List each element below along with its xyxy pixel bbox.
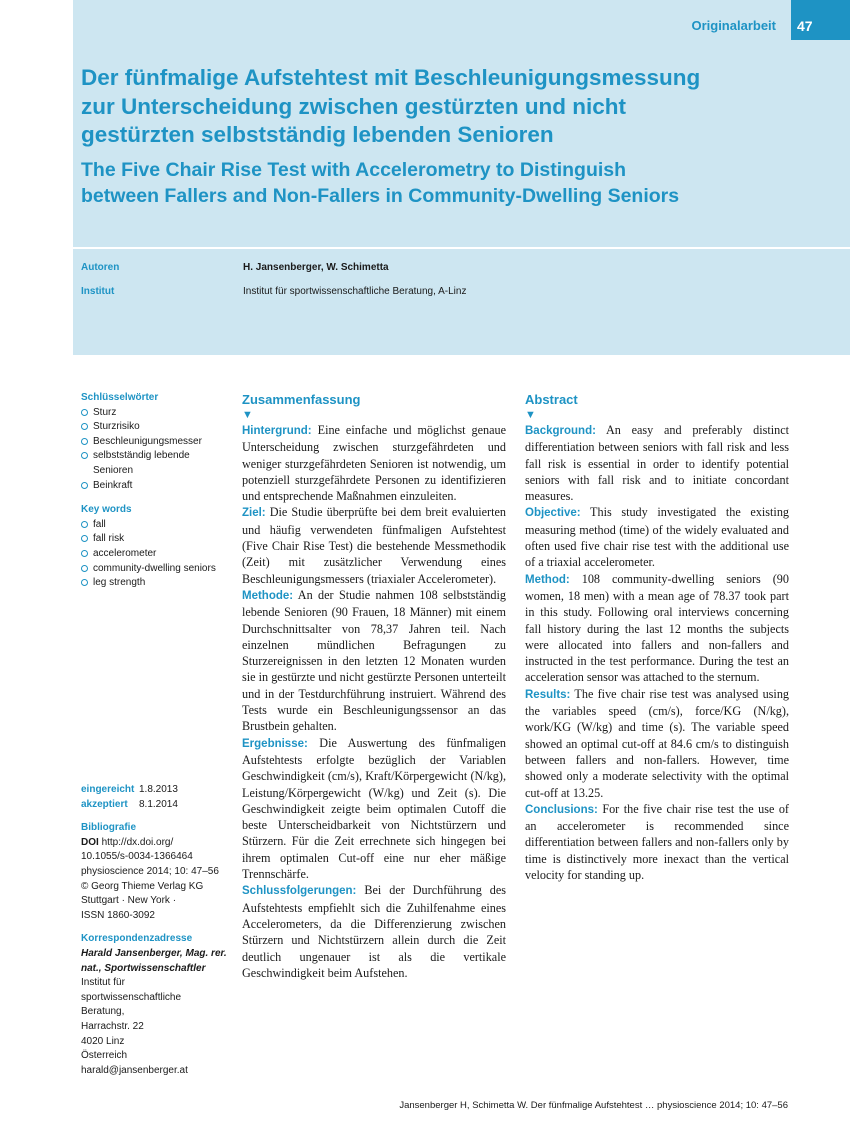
doi-line: DOI http://dx.doi.org/ <box>81 836 174 848</box>
keywords-de-list <box>81 406 231 494</box>
keyword-item: selbstständig lebende Senioren <box>81 449 231 478</box>
correspondence-label: Korrespondenzadresse <box>81 933 193 945</box>
doi-link[interactable]: http://dx.doi.org/ <box>101 836 174 848</box>
keyword-item: Sturz <box>81 406 231 421</box>
bullet-icon <box>81 565 88 572</box>
title-de-line: Der fünfmalige Aufstehtest mit Beschleunigungsmessung <box>81 65 701 90</box>
accepted-date: akzeptiert 8.1.2014 <box>81 798 178 810</box>
authors-label: Autoren <box>81 262 120 273</box>
keyword-item: Sturzrisiko <box>81 420 231 435</box>
abstract-en-method: Method: 108 community-dwelling seniors (90 women, 18 men) with a mean age of 78.37 took part in this study. Following oral interviews concerning fall history during the last 12 months the subjects were allocated into fallers and non-fallers and instructed in the test performance. During the test an acceleration sensor was attached to the sternum. <box>525 571 789 685</box>
abstract-en-results: Results: The five chair rise test was analysed using the variables speed (cm/s), force/KG (N/kg), work/KG (W/kg) and time (s). The variable speed showed an optimal cut-off at 84.6 cm/s to distinguish between fallers and non-fallers. However, time showed only a moderate selectivity with the optimal cut-off at 13.25. <box>525 686 790 800</box>
arrow-down-icon: ▼ <box>242 409 253 421</box>
abstract-de-objective: Ziel: Die Studie überprüfte bei dem breit evaluierten und häufig verwendeten fünfmaligen Aufstehtest (Five Chair Rise Test) die bestehende Messmethodik (Zeit) mit zusätzlicher Verwendung eines Beschleunigungsmessers (triaxialer Accelerometer). <box>242 505 507 586</box>
title-de-line: zur Unterscheidung zwischen gestürzten und nicht <box>81 93 627 119</box>
arrow-down-icon: ▼ <box>525 409 536 421</box>
bib-copyright: © Georg Thieme Verlag KG <box>81 880 204 892</box>
bibliography-label: Bibliografie <box>81 822 137 834</box>
abstract-de-background: Hintergrund: Eine einfache und möglichst genaue Unterscheidung zwischen sturzgefährdeten und weniger sturzgefährdeten Senioren ist notwendig, um potenziell sturzgefährdete Personen zu identifizieren und entsprechende Maßnahmen einzuleiten. <box>242 423 507 504</box>
bib-city: Stuttgart · New York · <box>81 895 177 907</box>
corr-line: sportwissenschaftliche <box>81 991 182 1003</box>
footer-citation: Jansenberger H, Schimetta W. Der fünfmalige Aufstehtest … physioscience 2014; 10: 47–56 <box>399 1100 788 1111</box>
title-english <box>81 157 801 209</box>
title-en-line: between Fallers and Non-Fallers in Community-Dwelling Seniors <box>81 185 680 207</box>
meta-band <box>73 249 850 355</box>
bullet-icon <box>81 579 88 586</box>
keywords-en-label: Key words <box>81 504 132 516</box>
abstract-en-conclusions: Conclusions: For the five chair rise test the use of an accelerometer is recommended since differentiation between fallers and non-fallers only by time is distinctively more inexact than the vertical velocity for standing up. <box>525 801 789 883</box>
bullet-icon <box>81 482 88 489</box>
keywords-en-list <box>81 518 231 591</box>
bullet-icon <box>81 423 88 430</box>
keyword-item: Beinkraft <box>81 479 231 494</box>
abstract-en-background: Background: An easy and preferably distinct differentiation between seniors with fall risk and less fall risk is essential in order to identify potential seniors with fall risk and to initiate concordant measures. <box>525 423 789 504</box>
corr-line: Österreich <box>81 1050 128 1062</box>
title-en-line: The Five Chair Rise Test with Accelerometry to Distinguish <box>81 159 627 181</box>
bullet-icon <box>81 438 88 445</box>
corr-line: Harrachstr. 22 <box>81 1020 144 1032</box>
corr-line: Institut für <box>81 977 125 989</box>
page-number: 47 <box>791 0 850 40</box>
keyword-item: fall risk <box>81 532 231 547</box>
keyword-item: fall <box>81 518 231 533</box>
received-date: eingereicht 1.8.2013 <box>81 784 178 795</box>
abstract-en-heading: Abstract <box>525 392 578 407</box>
corr-line: Beratung, <box>81 1006 125 1018</box>
bib-issn: ISSN 1860-3092 <box>81 909 155 921</box>
bullet-icon <box>81 550 88 557</box>
title-de-line: gestürzten selbstständig lebenden Senioren <box>81 122 554 147</box>
publication-info <box>81 783 231 1078</box>
abstract-en-objective: Objective: This study investigated the existing measuring method (time) of the widely evaluated and often used five chair rise test with the additional use of a triaxial accelerometer. <box>525 505 790 570</box>
institute: Institut für sportwissenschaftliche Beratung, A-Linz <box>243 286 467 297</box>
keyword-item: Beschleunigungsmesser <box>81 435 231 450</box>
corr-line: 4020 Linz <box>81 1035 125 1047</box>
corr-name: Harald Jansenberger, Mag. rer. <box>81 947 227 959</box>
abstract-de-results: Ergebnisse: Die Auswertung des fünfmaligen Aufstehtests erfolgte bezüglich der Variablen Geschwindigkeit (cm/s), Kraft/Körpergewicht (N/kg), Leistung/Körpergewicht (W/kg) und Zeit (s). Die Geschwindigkeit zeigte beim optimalen Cutoff die beste Unterscheidbarkeit von Nichtstürzern und Stürzern. Für die Zeit errechnete sich hingegen bei ihrem optimalen Cut-off eine nur eher mäßige Trennschärfe. <box>242 735 506 882</box>
bullet-icon <box>81 409 88 416</box>
corr-email[interactable]: harald@jansenberger.at <box>81 1064 188 1076</box>
keywords-de-label: Schlüsselwörter <box>81 392 159 403</box>
title-german <box>81 64 801 150</box>
keyword-item: accelerometer <box>81 547 231 562</box>
abstract-de-heading: Zusammenfassung <box>242 392 361 407</box>
keyword-item: leg strength <box>81 576 231 591</box>
bullet-icon <box>81 452 88 459</box>
keywords-block <box>81 391 231 591</box>
abstract-english <box>525 391 789 883</box>
abstract-de-method: Methode: An der Studie nahmen 108 selbstständig lebende Senioren (90 Frauen, 18 Männer) mit einem Durchschnittsalter von 78,37 Jahren teil. Nach einzelnen mündlichen Befragungen zu Sturzereignissen in den letzten 12 Monaten wurden sie in gestürzte und nicht gestürzte Personen unterteilt und in der Testdurchführung instruiert. Während des Tests wurde ein Beschleunigungssensor an das Brustbein gehalten. <box>242 587 506 734</box>
bullet-icon <box>81 521 88 528</box>
abstract-german <box>242 391 506 981</box>
bullet-icon <box>81 535 88 542</box>
institute-label: Institut <box>81 286 115 297</box>
corr-title: nat., Sportwissenschaftler <box>81 962 206 974</box>
bib-journal: physioscience 2014; 10: 47–56 <box>81 865 219 877</box>
abstract-de-conclusions: Schlussfolgerungen: Bei der Durchführung des Aufstehtests empfiehlt sich die Zuhilfenahme eines Accelerometers, da die Differenzierung zwischen Stürzern und Nichtstürzern allein durch die Zeit deutlich ungenauer ist als die vertikale Geschwindigkeit beim Aufstehen. <box>242 883 507 980</box>
keyword-item: community-dwelling seniors <box>81 562 231 577</box>
section-label: Originalarbeit <box>691 18 776 33</box>
authors: H. Jansenberger, W. Schimetta <box>243 262 389 273</box>
doi-line-2: 10.1055/s-0034-1366464 <box>81 851 193 863</box>
